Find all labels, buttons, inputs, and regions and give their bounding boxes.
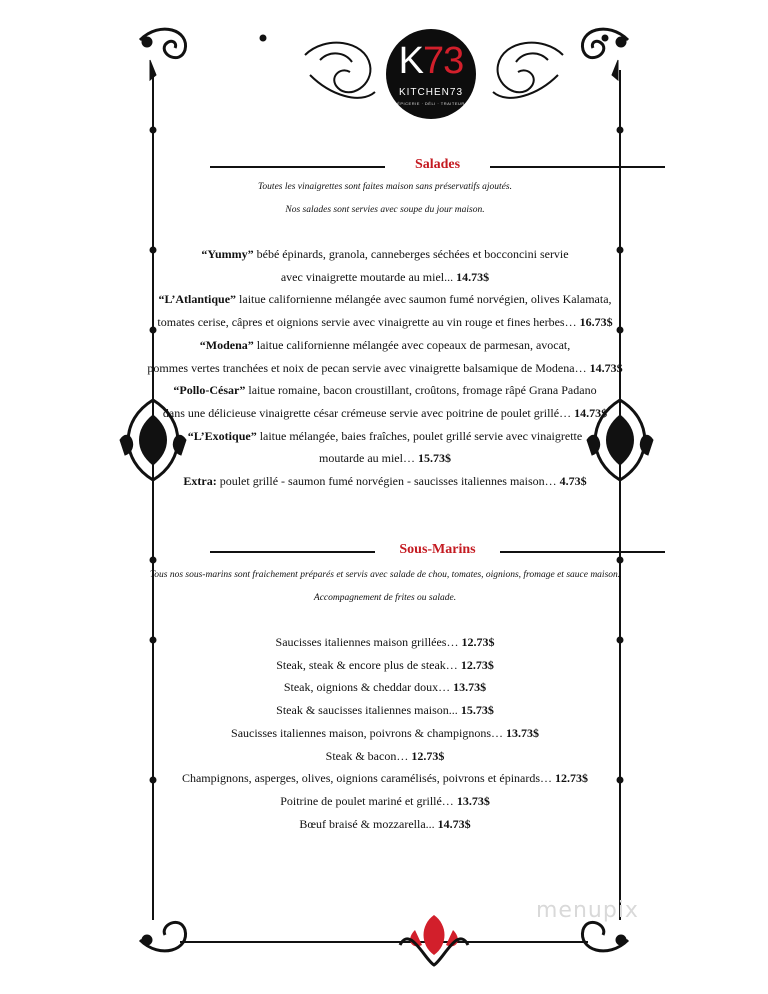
- salade-price: 4.73$: [559, 474, 587, 488]
- sous-marins-note-1: Tous nos sous-marins sont fraichement préparés et servis avec salade de chou, tomates, oignions, fromage et sauce maison.: [149, 570, 621, 580]
- sous-marin-price: 12.73$: [461, 635, 495, 649]
- salade-price: 14.73$: [589, 360, 623, 375]
- salade-name: “Pollo-César”: [173, 383, 246, 398]
- logo-mark-k: K: [398, 40, 424, 82]
- salade-line: [80, 269, 690, 285]
- salades-note-1: Toutes les vinaigrettes sont faites maison sans préservatifs ajoutés.: [258, 182, 512, 192]
- salade-price: 14.73$: [574, 405, 608, 420]
- logo-tagline: ÉPICERIE · DÉLI · TRAITEUR: [397, 101, 465, 106]
- acanthus-left: [305, 43, 375, 98]
- salade-line: [80, 382, 690, 398]
- sous-marin-price: 12.73$: [555, 771, 589, 786]
- corner-flourish-bottom-left: [140, 922, 186, 951]
- sous-marin-description: Steak, oignions & cheddar doux…: [283, 680, 454, 695]
- sous-marin-price: 12.73$: [460, 657, 494, 672]
- salade-line: [80, 246, 690, 262]
- sous-marin-description: Steak & saucisses italiennes maison...: [276, 703, 461, 718]
- corner-flourish-bottom-right: [582, 922, 628, 951]
- kitchen73-logo: [386, 29, 476, 119]
- sous-marin-line: [80, 634, 690, 650]
- salade-line: [80, 337, 690, 353]
- sous-marin-line: [80, 748, 690, 764]
- salade-description: dans une délicieuse vinaigrette césar crémeuse servie avec poitrine de poulet grillé…: [162, 405, 575, 420]
- sous-marin-description: Champignons, asperges, olives, oignions caramélisés, poivrons et épinards…: [181, 771, 556, 786]
- sous-marins-note-2: Accompagnement de frites ou salade.: [313, 593, 457, 603]
- sous-marin-description: Saucisses italiennes maison grillées…: [275, 635, 462, 649]
- sous-marin-line: [80, 725, 690, 741]
- sous-marin-line: [80, 816, 690, 832]
- salade-price: 15.73$: [417, 451, 451, 466]
- salade-description: laitue californienne mélangée avec saumon fumé norvégien, olives Kalamata,: [236, 292, 612, 307]
- sous-marin-line: [80, 702, 690, 718]
- salade-line: [80, 360, 690, 376]
- sous-marin-price: 13.73$: [456, 793, 490, 808]
- salade-description: tomates cerise, câpres et oignions servie avec vinaigrette au vin rouge et fines herbes…: [157, 315, 580, 330]
- sous-marin-line: [80, 770, 690, 786]
- salade-name: “L’Exotique”: [187, 428, 257, 443]
- salade-description: laitue mélangée, baies fraîches, poulet grillé servie avec vinaigrette: [256, 428, 583, 443]
- salade-name: “L’Atlantique”: [158, 292, 237, 307]
- sous-marin-description: Poitrine de poulet mariné et grillé…: [280, 793, 457, 808]
- salade-description: laitue californienne mélangée avec copeaux de parmesan, avocat,: [253, 337, 571, 352]
- salade-description: moutarde au miel…: [319, 451, 418, 466]
- sous-marin-description: Steak, steak & encore plus de steak…: [276, 657, 461, 672]
- sous-marin-price: 13.73$: [505, 725, 539, 740]
- sous-marin-line: [80, 793, 690, 809]
- salade-description: avec vinaigrette moutarde au miel...: [280, 269, 457, 284]
- salade-description: laitue romaine, bacon croustillant, croûtons, fromage râpé Grana Padano: [245, 383, 597, 398]
- sous-marin-price: 15.73$: [460, 703, 494, 718]
- logo-mark: [386, 41, 476, 81]
- salade-description: poulet grillé - saumon fumé norvégien - saucisses italiennes maison…: [216, 474, 560, 488]
- watermark: menupix: [536, 898, 639, 923]
- salade-price: 16.73$: [579, 315, 613, 330]
- sous-marin-description: Bœuf braisé & mozzarella...: [299, 816, 438, 831]
- sous-marin-description: Saucisses italiennes maison, poivrons & champignons…: [231, 725, 506, 740]
- salade-price: 14.73$: [456, 269, 490, 284]
- sous-marins-header: [210, 542, 665, 562]
- sous-marin-line: [80, 679, 690, 695]
- salade-line: [80, 450, 690, 466]
- salades-note-2: Nos salades sont servies avec soupe du jour maison.: [285, 205, 485, 215]
- logo-name: KITCHEN73: [398, 87, 463, 98]
- sous-marin-line: [80, 657, 690, 673]
- section-title-salades: Salades: [210, 157, 665, 173]
- salades-header: [210, 157, 665, 177]
- salade-description: pommes vertes tranchées et noix de pecan servie avec vinaigrette balsamique de Modena…: [147, 360, 590, 375]
- sous-marin-description: Steak & bacon…: [325, 748, 412, 763]
- logo-mark-73: 73: [423, 40, 464, 82]
- section-title-sous-marins: Sous-Marins: [210, 542, 665, 558]
- salade-name: Extra:: [183, 474, 217, 488]
- acanthus-right: [493, 43, 563, 98]
- sous-marin-price: 13.73$: [453, 680, 487, 695]
- salade-description: bébé épinards, granola, canneberges séchées et bocconcini servie: [253, 247, 569, 261]
- corner-flourish-top-left: [140, 29, 266, 80]
- salade-name: “Yummy”: [201, 247, 254, 261]
- sous-marin-price: 12.73$: [411, 748, 445, 763]
- salade-line: [80, 291, 690, 307]
- corner-flourish-top-right: [582, 29, 628, 80]
- salade-name: “Modena”: [199, 337, 254, 352]
- salade-line: [80, 473, 690, 489]
- salade-line: [80, 314, 690, 330]
- salade-line: [80, 428, 690, 444]
- bottom-red-ornament: [400, 915, 468, 965]
- sous-marin-price: 14.73$: [437, 816, 471, 831]
- salade-line: [80, 405, 690, 421]
